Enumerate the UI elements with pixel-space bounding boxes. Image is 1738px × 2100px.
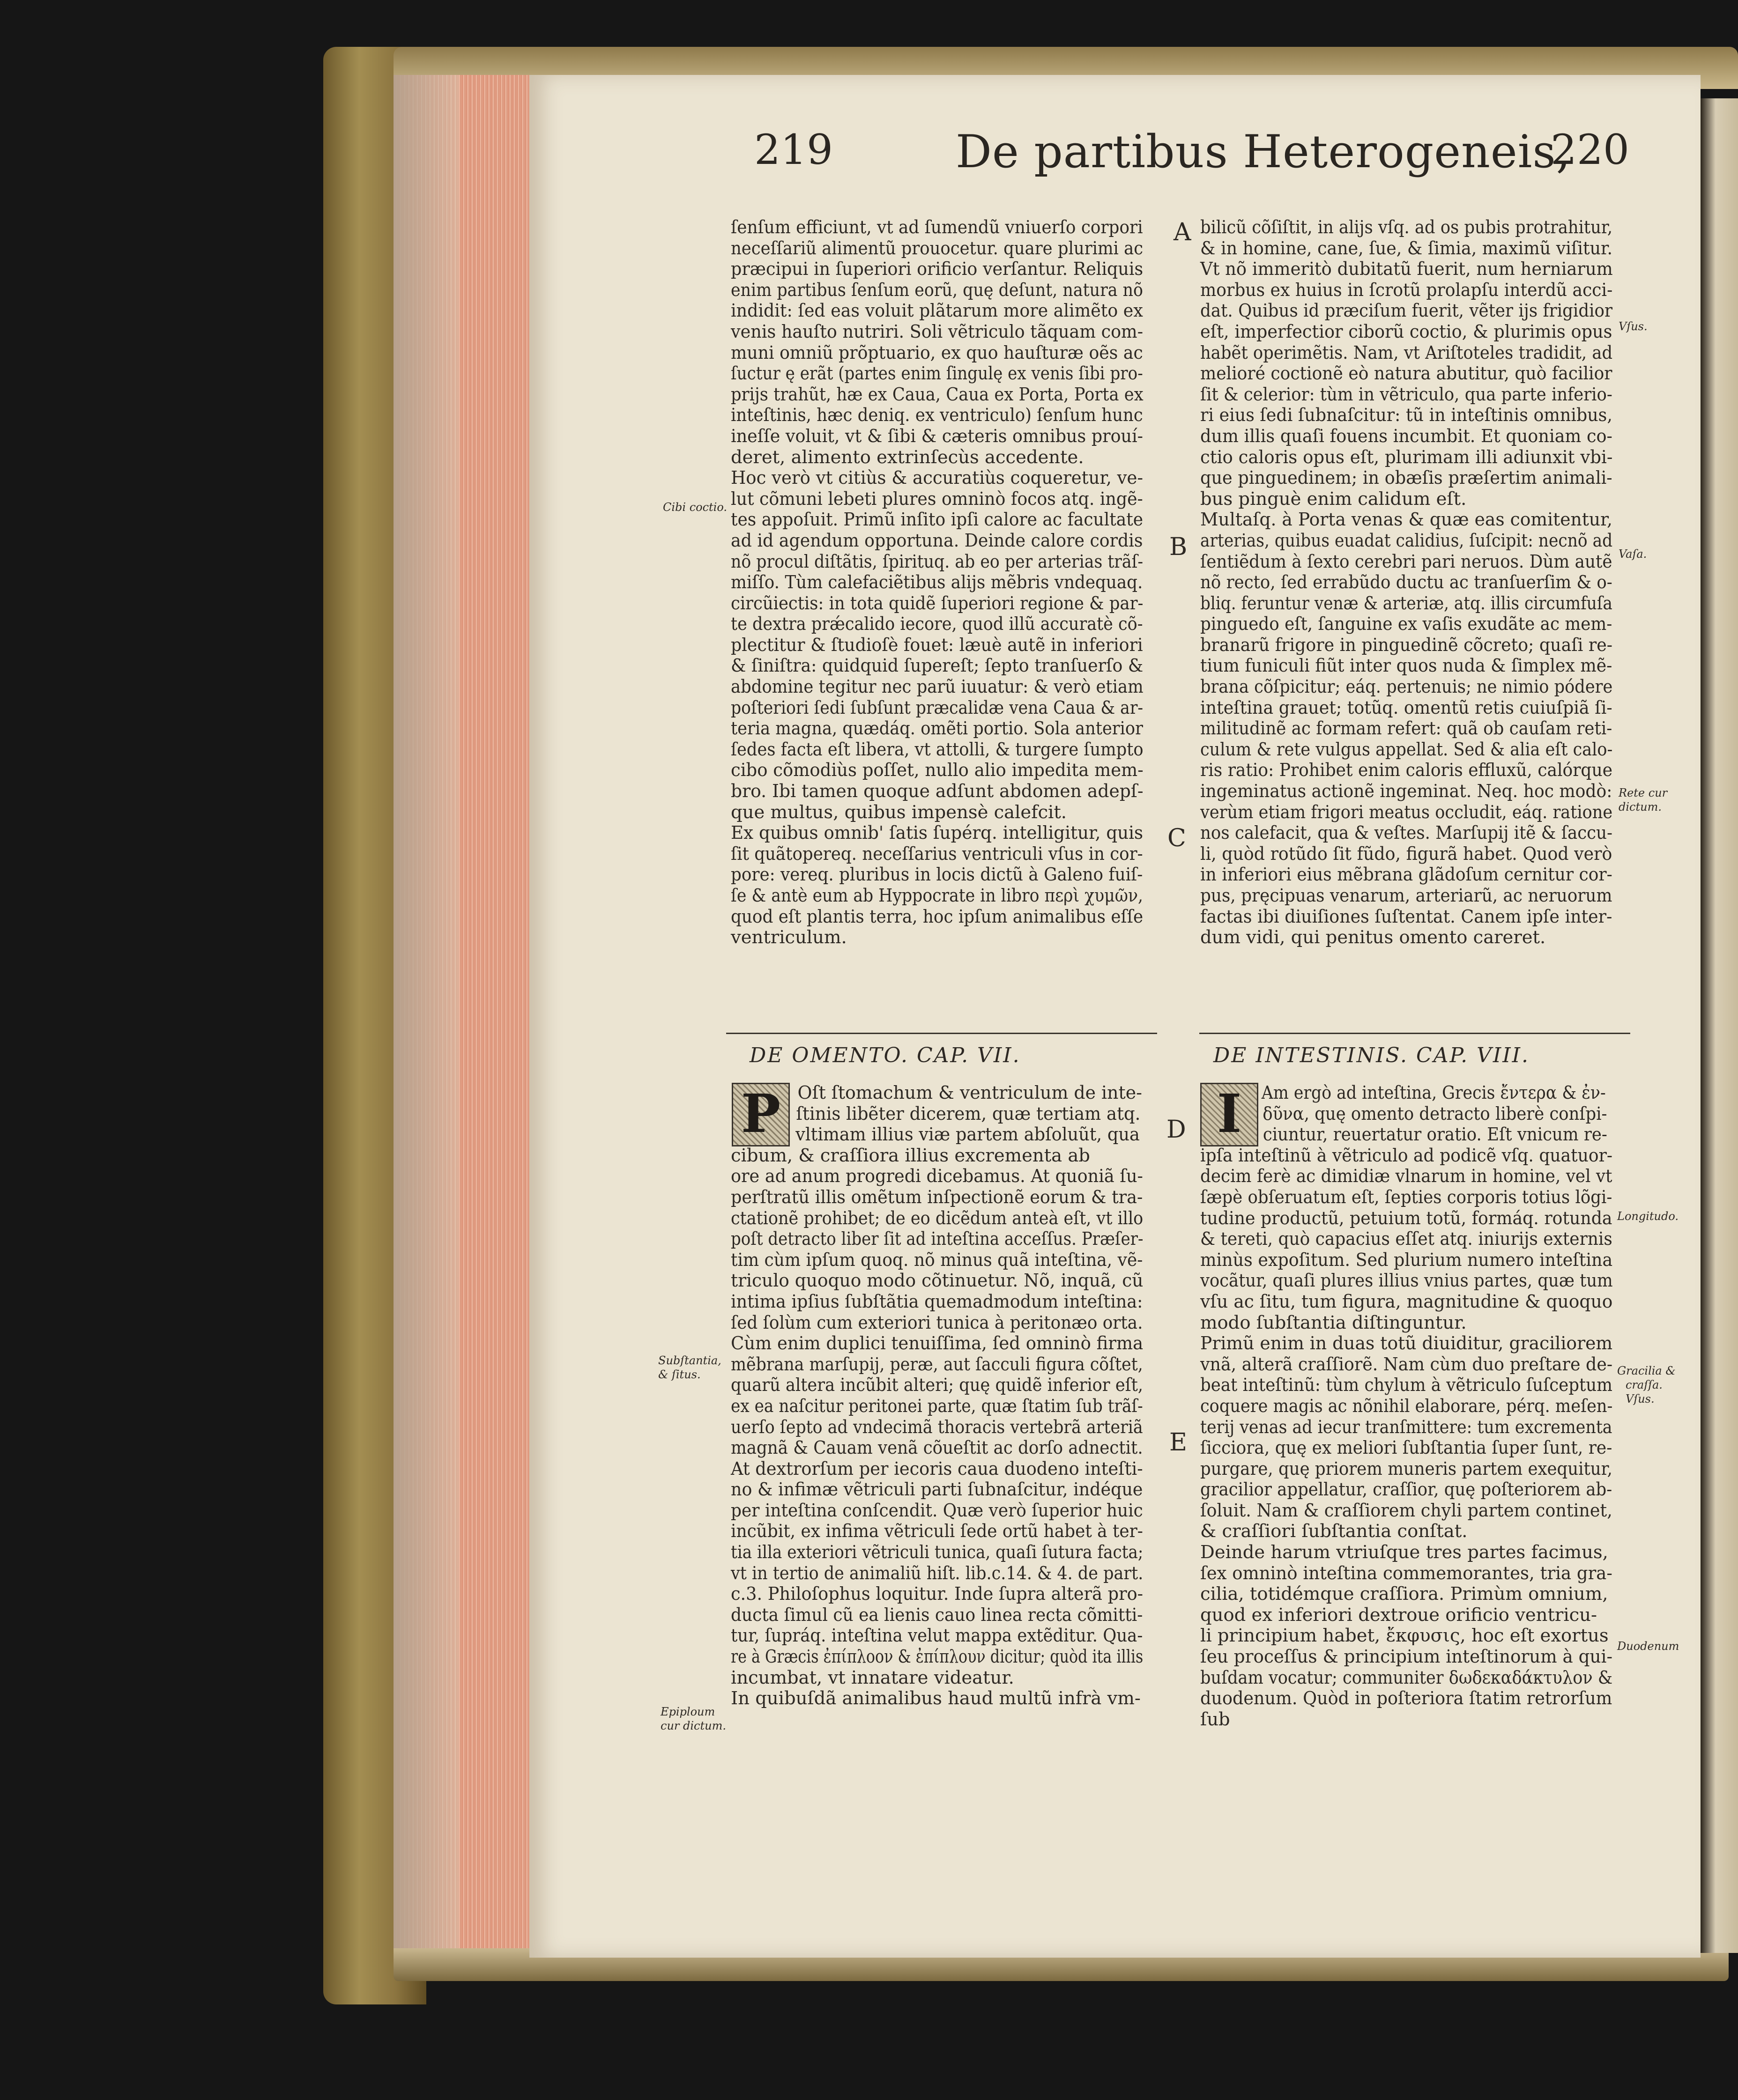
margin-note-longitudo: Longitudo. — [1617, 1210, 1679, 1223]
text-line: præcipui in ſuperiori orificio verſantur. Reliquis — [731, 259, 1144, 280]
margin-note-crassa: craſſa. — [1626, 1378, 1663, 1391]
text-line: enim partibus ſenſum eorũ, quę deſunt, natura nõ — [731, 279, 1144, 301]
text-line: ſub — [1200, 1708, 1230, 1730]
section-marker-d: D — [1166, 1116, 1186, 1144]
text-column-left-bottom — [731, 1083, 1231, 1709]
text-line: ventriculum. — [731, 927, 847, 948]
text-line: Primũ enim in duas totũ diuiditur, graciliorem — [1200, 1333, 1613, 1354]
text-line: ad id agendum opportuna. Deinde calore cordis — [731, 530, 1143, 551]
text-column-left-top — [731, 217, 1196, 948]
text-line: teria magna, quædáq. omẽti portio. Sola anterior — [731, 718, 1143, 739]
text-line: & tereti, quò capacius eſſet atq. iniurijs externis — [1200, 1228, 1612, 1250]
text-line: li, quòd rotũdo ſit fũdo, figurã habet. Quod verò — [1200, 843, 1612, 865]
text-column-right-bottom — [1200, 1083, 1656, 1730]
text-line: arterias, quibus euadat calidius, ſuſcipit: necnõ ad — [1200, 530, 1613, 551]
text-line: ſit quãtopereq. neceſſarius ventriculi vſus in cor- — [731, 843, 1143, 865]
text-line: ſoluit. Nam & craſſiorem chyli partem continet, — [1200, 1500, 1612, 1521]
text-line: que multus, quibus impensè calefcit. — [731, 801, 1067, 823]
text-line: Hoc verò vt citiùs & accuratiùs coqueretur, ve- — [731, 467, 1144, 489]
text-line: prijs trahũt, hæ ex Caua, Caua ex Porta, Porta ex — [731, 384, 1144, 405]
margin-note-gracilia: Gracilia & — [1617, 1364, 1676, 1377]
text-line: dum illis quaſi fouens incumbit. Et quoniam co- — [1200, 425, 1612, 447]
text-line: ſed ſolùm cum exteriori tunica à peritonæo orta. — [731, 1312, 1143, 1333]
text-line: miſſo. Tùm calefaciẽtibus alijs mẽbris vndequaq. — [731, 572, 1143, 593]
next-page-edge — [1701, 98, 1738, 1953]
text-line: duodenum. Quòd in poſteriora ſtatim retrorſum — [1200, 1688, 1612, 1709]
text-line: intima ipſius ſubſtãtia quemadmodum inteſtina: — [731, 1291, 1143, 1312]
text-line: poſt detracto liber ſit ad inteſtina acceſſus. Præſer- — [731, 1228, 1144, 1250]
chapter-heading-left: DE OMENTO. CAP. VII. — [750, 1043, 1021, 1067]
section-marker-e: E — [1169, 1428, 1187, 1457]
text-line: At dextrorſum per iecoris caua duodeno inteſti- — [731, 1458, 1143, 1479]
text-line: nos calefacit, qua & veſtes. Marſupij itẽ & ſaccu- — [1200, 822, 1613, 844]
text-line: ſtinis libẽter dicerem, quæ tertiam atq. — [796, 1103, 1141, 1124]
text-line: vltimam illius viæ partem abſoluũt, qua — [795, 1124, 1140, 1146]
text-line: tur, ſupráq. inteſtina velut mappa extẽditur. Qua- — [731, 1625, 1143, 1647]
text-line: tia illa exteriori vẽtriculi tunica, quaſi ſutura facta; — [731, 1542, 1144, 1563]
chapter-heading-right: DE INTESTINIS. CAP. VIII. — [1213, 1043, 1530, 1067]
text-line: bliq. feruntur venæ & arteriæ, atq. illis circumfuſa — [1200, 592, 1612, 614]
margin-note-situs: & ſitus. — [658, 1368, 701, 1381]
text-line: dat. Quibus id præciſum fuerit, vẽter ijs frigidior — [1200, 300, 1613, 322]
text-line: ſæpè obſeruatum eſt, ſepties corporis totius lõgi- — [1200, 1186, 1612, 1208]
page-stack-shadow — [394, 75, 459, 1948]
text-line: ſeu proceſſus & principium inteſtinorum à qui- — [1200, 1646, 1613, 1668]
text-line: nõ procul diſtãtis, ſpirituq. ab eo per arterias trãſ- — [731, 551, 1144, 572]
margin-note-cibi-coctio: Cibi coctio. — [663, 501, 728, 514]
text-line: ſenſum efficiunt, vt ad ſumendũ vniuerſo corpori — [731, 217, 1143, 238]
text-line: ex ea naſcitur peritonei parte, quæ ſtatim ſub trãſ- — [731, 1395, 1143, 1417]
text-line: cibo cõmodiùs poſſet, nullo alio impedita mem- — [731, 760, 1144, 781]
text-line: verùm etiam frigori meatus occludit, eáq. ratione — [1200, 801, 1613, 823]
text-line: ris ratio: Prohibet enim caloris effluxũ, calórque — [1200, 760, 1613, 781]
text-line: culum & rete vulgus appellat. Sed & alia eſt calo- — [1200, 739, 1613, 760]
margin-note-vsus-2: Vſus. — [1626, 1392, 1655, 1405]
text-line: ſuctur ę erãt (partes enim ſingulę ex venis ſibi pro- — [731, 363, 1143, 385]
decorated-initial-left: P — [732, 1083, 790, 1146]
text-line: no & infimæ vẽtriculi parti ſubnaſcitur, indéque — [731, 1479, 1143, 1501]
text-line: poſteriori ſedi ſubſunt præcalidæ vena Caua & ar- — [731, 697, 1144, 718]
text-line: uerſo ſepto ad vndecimã thoracis vertebrã arteriã — [731, 1416, 1143, 1438]
text-line: indidit: ſed eas voluit plãtarum more alimẽto ex — [731, 300, 1143, 322]
text-line: In quibuſdã animalibus haud multũ infrà vm- — [731, 1688, 1141, 1709]
text-line: incũbit, ex infima vẽtriculi ſede ortũ habet à ter- — [731, 1521, 1143, 1542]
text-line: venis hauſto nutriri. Soli vẽtriculo tãquam com- — [731, 321, 1144, 342]
decorated-initial-right: I — [1200, 1083, 1258, 1146]
margin-note-epiploum: Epiploum — [661, 1705, 715, 1718]
text-line: per inteſtina conſcendit. Quæ verò ſuperior huic — [731, 1500, 1143, 1521]
text-line: te dextra prǽcalido iecore, quod illũ accuratè cõ- — [731, 614, 1143, 635]
text-line: Ex quibus omnib' ſatis ſupérq. intelligitur, quis — [731, 822, 1144, 844]
text-line: pus, pręcipuas venarum, arteriarũ, ac neruorum — [1200, 885, 1612, 906]
text-line: Deinde harum vtriuſque tres partes facimus, — [1200, 1542, 1608, 1563]
text-line: Multaſq. à Porta venas & quæ eas comitentur, — [1200, 509, 1613, 531]
text-line: muni omniũ prõptuario, ex quo hauſturæ oẽs ac — [731, 342, 1143, 363]
text-line: coquere magis ac nõnihil elaborare, pérq. meſen- — [1200, 1395, 1613, 1417]
text-line: triculo quoquo modo cõtinuetur. Nõ, inquã, cũ — [731, 1270, 1144, 1292]
text-line: tes appoſuit. Primũ inſito ipſi calore ac facultate — [731, 509, 1144, 531]
text-line: re à Græcis ἐπίπλοον & ἐπίπλουν dicitur; quòd ita illis — [731, 1646, 1144, 1668]
text-line: ſex omninò inteſtina commemorantes, tria gra- — [1200, 1562, 1612, 1584]
text-line: bro. Ibi tamen quoque adſunt abdomen adepſ- — [731, 781, 1144, 802]
text-line: gracilior appellatur, craſſior, quę poſteriorem ab- — [1200, 1479, 1612, 1501]
text-line: tudine productũ, petuium totũ, formáq. rotunda — [1200, 1207, 1612, 1229]
text-line: ſicciora, quę ex meliori ſubſtantia ſuper ſunt, re- — [1200, 1437, 1612, 1459]
margin-note-vsus: Vſus. — [1619, 320, 1648, 333]
text-line: lut cõmuni lebeti plures omninò focos atq. ingẽ- — [731, 488, 1143, 510]
text-line: branarũ frigore in pinguedinẽ cõcreto; quaſi re- — [1200, 634, 1613, 656]
text-line: pinguedo eſt, ſanguine ex vaſis exudãte ac mem- — [1200, 614, 1612, 635]
text-line: ducta ſimul cũ ea lienis cauo linea recta cõmitti- — [731, 1604, 1143, 1626]
text-line: magnã & Cauam venã cõueſtit ac dorſo adnectit. — [731, 1437, 1143, 1459]
text-line: buſdam vocatur; communiter δωδεκαδάκτυλον & — [1200, 1667, 1613, 1688]
text-line: ineſſe voluit, vt & ſibi & cæteris omnibus prouí- — [731, 425, 1143, 447]
text-line: plectitur & ſtudioſè fouet: læuè autẽ in inferiori — [731, 634, 1143, 656]
text-line: vſu ac ſitu, tum figura, magnitudine & quoquo — [1200, 1291, 1613, 1312]
text-line: li principium habet, ἔκφυσις, hoc eſt exortus — [1200, 1625, 1609, 1647]
running-title: De partibus Heterogeneis, — [956, 126, 1571, 178]
text-line: ciuntur, reuertatur oratio. Eſt vnicum re- — [1263, 1124, 1607, 1146]
text-line: Vt nõ immeritò dubitatũ fuerit, num herniarum — [1200, 259, 1613, 280]
text-line: brana cõſpicitur; eáq. pertenuis; ne nimio pódere — [1200, 676, 1613, 698]
margin-note-duodenum: Duodenum — [1617, 1640, 1679, 1653]
margin-note-substantia: Subſtantia, — [658, 1354, 721, 1367]
text-line: vocãtur, quaſi plures illius vnius partes, quæ tum — [1200, 1270, 1613, 1292]
text-line: quarũ altera incũbit alteri; quę quidẽ inferior eſt, — [731, 1375, 1144, 1396]
text-line: incumbat, vt innatare videatur. — [731, 1667, 1014, 1688]
text-line: inteſtinis, hæc deniq. ex ventriculo) ſenſum hunc — [731, 405, 1143, 426]
text-line: & ſiniſtra: quidquid ſupereſt; ſepto tranſuerſo & — [731, 655, 1144, 677]
text-line: habẽt operimẽtis. Nam, vt Ariſtoteles tradidit, ad — [1200, 342, 1613, 363]
text-line: tium funiculi fiũt inter quos nuda & ſimplex mẽ- — [1200, 655, 1612, 677]
text-line: ri eius ſedi ſubnaſcitur: tũ in inteſtinis omnibus, — [1200, 405, 1612, 426]
text-line: ſit & celerior: tùm in vẽtriculo, qua parte inferio- — [1200, 384, 1612, 405]
text-line: ore ad anum progredi dicebamus. At quoniã ſu- — [731, 1166, 1143, 1187]
text-column-right-top — [1200, 217, 1664, 948]
margin-note-rete-dictum: dictum. — [1619, 800, 1662, 813]
text-line: dum vidi, qui penitus omento careret. — [1200, 927, 1546, 948]
text-line: inteſtina grauet; totũq. omentũ retis cuiuſpiã ſi- — [1200, 697, 1612, 718]
chapter-rule-left — [726, 1033, 1157, 1034]
chapter-rule-right — [1199, 1033, 1630, 1034]
text-line: morbus ex huius in ſcrotũ prolapſu interdũ acci- — [1200, 279, 1613, 301]
text-line: vnã, alterã craſſiorẽ. Nam cùm duo preſtare de- — [1200, 1353, 1613, 1375]
text-line: ſentiẽdum à ſexto cerebri pari neruos. Dùm autẽ — [1200, 551, 1612, 572]
text-line: quod ex inferiori dextroue orificio ventricu- — [1200, 1604, 1597, 1626]
text-line: vt in tertio de animaliũ hiſt. lib.c.14. & 4. de part. — [731, 1562, 1144, 1584]
text-line: abdomine tegitur nec parũ iuuatur: & verò etiam — [731, 676, 1144, 698]
text-line: tim cùm ipſum quoq. nõ minus quã inteſtina, vẽ- — [731, 1249, 1143, 1271]
text-line: Oſt ſtomachum & ventriculum de inte- — [797, 1082, 1142, 1103]
text-line: beat inteſtinũ: tùm chylum à vẽtriculo ſuſceptum — [1200, 1375, 1612, 1396]
text-line: & in homine, cane, ſue, & ſimia, maximũ viſitur. — [1200, 237, 1613, 259]
text-line: δῦνα, quę omento detracto liberè conſpi- — [1263, 1103, 1607, 1124]
text-line: purgare, quę priorem muneris partem exequitur, — [1200, 1458, 1612, 1479]
text-line: cibum, & craſſiora illius excrementa ab — [731, 1145, 1090, 1166]
text-line: decim ferè ac dimidiæ vlnarum in homine, vel vt — [1200, 1166, 1612, 1187]
text-line: ſe & antè eum ab Hyppocrate in libro περὶ χυμῶν, — [731, 885, 1144, 906]
text-line: mẽbrana marſupij, peræ, aut ſacculi figura cõſtet, — [731, 1353, 1143, 1375]
text-line: ingeminatus actionẽ ingeminat. Neq. hoc modò: — [1200, 781, 1612, 802]
text-line: ipſa inteſtinũ à vẽtriculo ad podicẽ vſq. quatuor- — [1200, 1145, 1613, 1166]
text-line: Cùm enim duplici tenuiſſima, ſed omninò firma — [731, 1333, 1144, 1354]
text-line: eſt, imperfectior ciborũ coctio, & plurimis opus — [1200, 321, 1612, 342]
text-line: ctationẽ prohibet; de eo dicẽdum anteà eſt, vt illo — [731, 1207, 1144, 1229]
text-line: Am ergò ad inteſtina, Grecis ἔντερα & ἐν- — [1261, 1082, 1606, 1103]
text-line: factas ibi diuiſiones ſuſtentat. Canem ipſe inter- — [1200, 906, 1612, 927]
margin-note-vasa: Vaſa. — [1619, 547, 1647, 561]
margin-note-rete: Rete cur — [1619, 786, 1668, 799]
text-line: modo ſubſtantia diſtinguntur. — [1200, 1312, 1467, 1333]
margin-note-cur-dictum: cur dictum. — [661, 1719, 726, 1732]
text-line: minùs expoſitum. Sed plurium numero inteſtina — [1200, 1249, 1613, 1271]
text-line: pore: vereq. pluribus in locis dictũ à Galeno fuiſ- — [731, 864, 1143, 886]
text-line: c.3. Philoſophus loquitur. Inde ſupra alterã pro- — [731, 1583, 1144, 1605]
text-line: perſtratũ illis omẽtum inſpectionẽ eorum & tra- — [731, 1186, 1143, 1208]
text-line: bus pinguè enim calidum eſt. — [1200, 488, 1467, 510]
text-line: in inferiori eius mẽbrana glãdoſum cernitur cor- — [1200, 864, 1612, 886]
text-line: circũiectis: in tota quidẽ ſuperiori regione & par- — [731, 592, 1144, 614]
text-line: bilicũ cõſiſtit, in alijs vſq. ad os pubis protrahitur, — [1200, 217, 1613, 238]
folio-right: 220 — [1551, 126, 1629, 174]
text-line: ctio caloris opus eſt, plurimam illi adiunxit vbi- — [1200, 446, 1613, 468]
text-line: melioré coctionẽ eò natura abutitur, quò facilior — [1200, 363, 1612, 385]
section-marker-c: C — [1167, 824, 1186, 852]
text-line: terij venas ad iecur tranſmittere: tum excrementa — [1200, 1416, 1612, 1438]
text-line: neceſſariũ alimentũ prouocetur. quare plurimi ac — [731, 237, 1144, 259]
text-line: ſedes facta eſt libera, vt attolli, & turgere ſumpto — [731, 739, 1144, 760]
section-marker-a: A — [1174, 218, 1191, 246]
text-line: nõ recto, ſed errabũdo ductu ac tranſuerſim & o- — [1200, 572, 1612, 593]
text-line: deret, alimento extrinſecùs accedente. — [731, 446, 1084, 468]
text-line: cilia, totidémque craſſiora. Primùm omnium, — [1200, 1583, 1608, 1605]
text-line: quod eſt plantis terra, hoc ipſum animalibus eſſe — [731, 906, 1144, 927]
text-line: militudinẽ ac formam refert: quã ob cauſam reti- — [1200, 718, 1612, 739]
folio-left: 219 — [754, 126, 833, 174]
section-marker-b: B — [1169, 533, 1188, 561]
text-line: que pinguedinem; in obæſis præſertim animali- — [1200, 467, 1612, 489]
text-line: & craſſiori ſubſtantia conſtat. — [1200, 1521, 1468, 1542]
